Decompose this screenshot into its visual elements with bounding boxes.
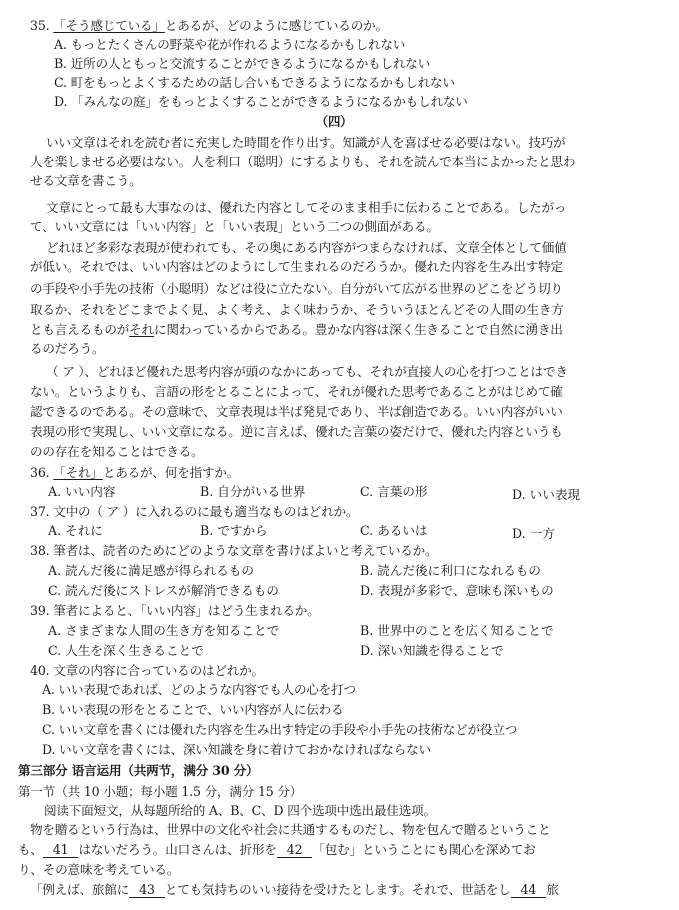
q37-option-b: B. ですから	[200, 523, 268, 538]
q40-option-b: B. いい表現の形をとることで、いい内容が人に伝わる	[42, 702, 344, 717]
q35-option-a: A. もっとたくさんの野菜や花が作れるようになるかもしれない	[54, 37, 406, 52]
q38-option-c: C. 読んだ後にストレスが解消できるもの	[48, 583, 279, 598]
passage-p4-line2: ない。というよりも、言語の形をとることによって、それが優れた思考であることがはじめて確	[30, 384, 563, 399]
passage-p3-line1: どれほど多彩な表現が使われても、その奥にある内容がつまらなければ、文章全体として価値	[46, 240, 567, 255]
q39-option-a: A. さまざまな人間の生き方を知ることで	[48, 623, 280, 638]
q35-number: 35.	[30, 18, 50, 33]
q37-option-c: C. あるいは	[360, 523, 428, 538]
q36-option-c: C. 言葉の形	[360, 484, 428, 499]
passage-p1-line1: いい文章はそれを読む者に充実した時間を作り出す。知識が人を喜ばせる必要はない。技巧が	[46, 135, 566, 150]
q35-stem	[30, 18, 388, 34]
passage-p3-line4: 取るか、それをどこまでよく見、よく考え、よく味わうか、そういうほとんどその人間の生き方	[30, 302, 564, 317]
cloze-line2-mid: はないだろう。山口さんは、折形を	[78, 842, 277, 857]
passage-p4-line5: のの存在を知ることはできる。	[30, 444, 204, 459]
q36-option-d: D. いい表現	[512, 487, 581, 502]
q36-option-b: B. 自分がいる世界	[200, 484, 306, 499]
q36-stem	[30, 465, 239, 481]
cloze-line3: り、その意味を考えている。	[18, 862, 180, 877]
q39-option-d: D. 深い知識を得ることで	[360, 643, 504, 658]
passage-p4-line1: （ ア ）、どれほど優れた思考内容が頭のなかにあっても、それが直接人の心を打つことはでき	[46, 364, 568, 379]
cloze-line2	[18, 842, 535, 858]
q35-quote: 「そう感じている」	[53, 18, 165, 33]
q37-stem: 37. 文中の（ ア ）に入れるのに最も適当なものはどれか。	[30, 504, 359, 519]
q35-option-b: B. 近所の人ともっと交流することができるようになるかもしれない	[54, 56, 431, 71]
q39-option-c: C. 人生を深く生きることで	[48, 643, 204, 658]
cloze-line1: 物を贈るという行為は、世界中の文化や社会に共通するものだし、物を包んで贈るということ	[30, 822, 551, 837]
q37-option-a: A. それに	[48, 523, 103, 538]
q40-option-d: D. いい文章を書くには、深い知識を身に着けておかなければならない	[42, 742, 431, 757]
q40-stem: 40. 文章の内容に合っているのはどれか。	[30, 663, 264, 678]
q35-stem-text: とあるが、どのように感じているのか。	[164, 18, 388, 33]
cloze-line4	[30, 882, 559, 898]
blank-43: 43	[129, 883, 165, 898]
q36-stem-text: とあるが、何を指すか。	[102, 465, 240, 480]
q37-option-d: D. 一方	[512, 526, 555, 541]
passage-p3-line5	[30, 322, 563, 338]
q40-option-c: C. いい文章を書くには優れた内容を生み出す特定の手段や小手先の技術などが役立つ	[42, 722, 518, 737]
q38-stem: 38. 筆者は、読者のためにどのような文章を書けばよいと考えているか。	[30, 543, 438, 558]
cloze-line2-start: も、	[18, 842, 43, 857]
part3-instruction: 阅读下面短文，从每题所给的 A、B、C、D 四个选项中选出最佳选项。	[44, 803, 436, 818]
passage-p2-line1: 文章にとって最も大事なのは、優れた内容としてそのまま相手に伝わることである。したがっ	[46, 200, 567, 215]
cloze-line2-end: 「包む」ということにも関心を深めてお	[312, 842, 536, 857]
passage-p1-line2: 人を楽しませる必要はない。人を利口（聪明）にするよりも、それを読んで本当によかったと思わ	[30, 154, 576, 169]
q38-option-a: A. 読んだ後に満足感が得られるもの	[48, 563, 255, 578]
passage-p3-line5-start: とも言えるものが	[30, 322, 130, 337]
q38-option-b: B. 読んだ後に利口になれるもの	[360, 563, 541, 578]
part3-section1: 第一节（共 10 小题；每小题 1.5 分，满分 15 分）	[18, 784, 303, 799]
q38-option-d: D. 表現が多彩で、意味も深いもの	[360, 583, 554, 598]
passage-p3-line3: の手段や小手先の技術（小聪明）などは役に立たない。自分がいて広がる世界のどこをどう切り	[30, 281, 563, 296]
passage-p3-line2: が低い。それでは、いい内容はどのようにして生まれるのだろうか。優れた内容を生み出す特定	[30, 259, 563, 274]
section-four-heading: （四）	[315, 114, 353, 129]
q35-option-c: C. 町をもっとよくするための話し合いもできるようになるかもしれない	[54, 75, 455, 90]
passage-underlined-sore: それ	[129, 322, 154, 337]
passage-p1-line3: せる文章を書こう。	[30, 173, 142, 188]
passage-p3-line6: るのだろう。	[30, 341, 105, 356]
part3-title: 第三部分 语言运用（共两节，满分 30 分）	[18, 763, 259, 778]
q35-option-d: D. 「みんなの庭」をもっとよくすることができるようになるかもしれない	[54, 94, 468, 109]
q40-option-a: A. いい表現であれば、どのような内容でも人の心を打つ	[42, 682, 356, 697]
blank-44: 44	[511, 883, 547, 898]
cloze-line4-start: 「例えば、旅館に	[30, 882, 130, 897]
q36-option-a: A. いい内容	[48, 484, 116, 499]
blank-42: 42	[277, 843, 313, 858]
cloze-line4-end: 旅	[546, 882, 559, 897]
q39-option-b: B. 世界中のことを広く知ることで	[360, 623, 554, 638]
q39-stem: 39. 筆者によると、「いい内容」はどう生まれるか。	[30, 603, 320, 618]
passage-p4-line3: 認できるのである。その意味で、文章表現は半ば発見であり、半ば創造である。いい内容がいい	[30, 404, 563, 419]
q36-quote: 「それ」	[53, 465, 103, 480]
q36-number: 36.	[30, 465, 50, 480]
passage-p4-line4: 表現の形で実現し、いい文章になる。逆に言えば、優れた言葉の姿だけで、優れた内容というも	[30, 424, 563, 439]
passage-p3-line5-end: に関わっているからである。豊かな内容は深く生きることで自然に湧き出	[153, 322, 563, 337]
passage-p2-line2: て、いい文章には「いい内容」と「いい表現」という二つの側面がある。	[30, 219, 439, 234]
cloze-line4-mid: とても気持ちのいい接待を受けたとします。それで、世話をし	[164, 882, 511, 897]
blank-41: 41	[43, 843, 79, 858]
